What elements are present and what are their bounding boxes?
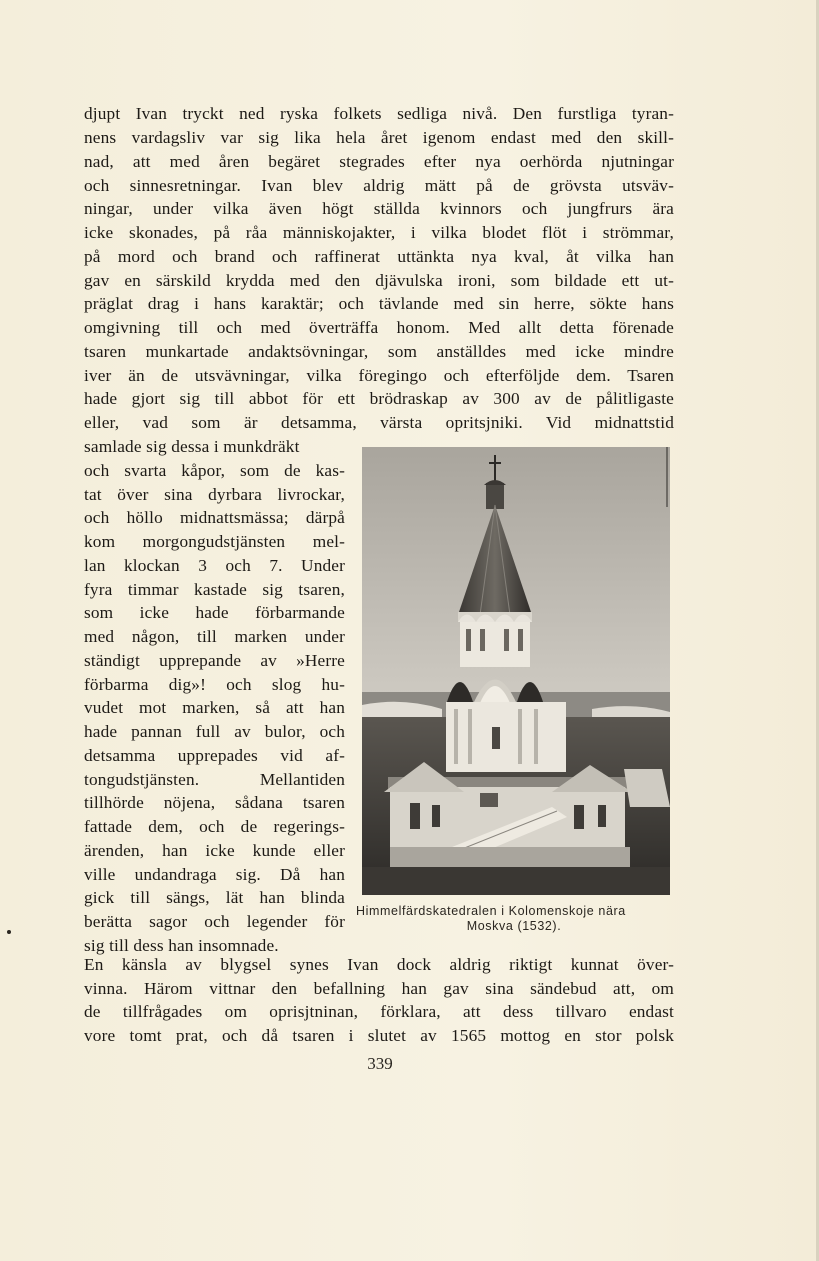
text-line: nens vardagsliv var sig lika hela året igenom endast med den skill- — [84, 128, 674, 147]
text-line: och svarta kåpor, som de kas- — [84, 461, 345, 480]
text-line: berätta sagor och legender för — [84, 912, 345, 931]
text-line: de tillfrågades om oprisjtninan, förklara, att dess tillvaro endast — [84, 1002, 674, 1021]
text-line: vinna. Härom vittnar den befallning han gav sina sändebud att, om — [84, 979, 674, 998]
text-line: omgivning till och med överträffa honom. Med allt detta förenade — [84, 318, 674, 337]
page-number: 339 — [367, 1054, 393, 1073]
text-line: hade gjort sig till abbot för ett brödraskap av 300 av de pålitligaste — [84, 389, 674, 408]
text-line: präglat drag i hans karaktär; och tävlande med sin herre, sökte hans — [84, 294, 674, 313]
text-line: detsamma upprepades vid af- — [84, 746, 345, 765]
text-line: iver än de utsvävningar, vilka föregingo och efterföljde dem. Tsaren — [84, 366, 674, 385]
text-line: kom morgongudstjänsten mel- — [84, 532, 345, 551]
figure-caption-line-1: Himmelfärdskatedralen i Kolomenskoje nära — [356, 904, 626, 918]
margin-mark — [7, 930, 11, 934]
text-line: förbarma dig»! och slog hu- — [84, 675, 345, 694]
text-line: gick till sängs, lät han blinda — [84, 888, 345, 907]
text-line: vore tomt prat, och då tsaren i slutet av 1565 mottog en stor polsk — [84, 1026, 674, 1045]
text-line: och höllo midnattsmässa; därpå — [84, 508, 345, 527]
text-line: ständigt upprepande av »Herre — [84, 651, 345, 670]
text-line: ville undandraga sig. Då han — [84, 865, 345, 884]
text-line: vudet mot marken, så att han — [84, 698, 345, 717]
figure-caption-line-2: Moskva (1532). — [466, 919, 562, 933]
text-line: samlade sig dessa i munkdräkt — [84, 437, 300, 456]
cathedral-photograph — [362, 447, 670, 895]
text-line: på mord och brand och raffinerat uttänkta nya kval, åt vilka han — [84, 247, 674, 266]
text-line: ningar, under vilka även högt ställda kvinnors och jungfrurs ära — [84, 199, 674, 218]
text-line: lan klockan 3 och 7. Under — [84, 556, 345, 575]
text-line: icke skonades, på råa människojakter, i vilka blodet flöt i strömmar, — [84, 223, 674, 242]
text-line: En känsla av blygsel synes Ivan dock aldrig riktigt kunnat över- — [84, 955, 674, 974]
text-line: nad, att med åren begäret stegrades efter nya oerhörda njutningar — [84, 152, 674, 171]
text-line: sig till dess han insomnade. — [84, 936, 279, 955]
text-line: fattade dem, och de regerings- — [84, 817, 345, 836]
text-line: tat över sina dyrbara livrockar, — [84, 485, 345, 504]
text-line: fyra timmar kastade sig tsaren, — [84, 580, 345, 599]
text-line: ärenden, han icke kunde eller — [84, 841, 345, 860]
text-line: tillhörde nöjena, sådana tsaren — [84, 793, 345, 812]
text-line: och sinnesretningar. Ivan blev aldrig mätt på de grövsta utsväv- — [84, 176, 674, 195]
text-line: djupt Ivan tryckt ned ryska folkets sedliga nivå. Den furstliga tyran- — [84, 104, 674, 123]
text-line: tsaren munkartade andaktsövningar, som anställdes med icke mindre — [84, 342, 674, 361]
text-line: som icke hade förbarmande — [84, 603, 345, 622]
text-line: eller, vad som är detsamma, värsta opritsjniki. Vid midnattstid — [84, 413, 674, 432]
text-line: hade pannan full av bulor, och — [84, 722, 345, 741]
text-line: med någon, till marken under — [84, 627, 345, 646]
text-line: tongudstjänsten. Mellantiden — [84, 770, 345, 789]
text-line: gav en särskild krydda med den djävulska ironi, som bildade ett ut- — [84, 271, 674, 290]
